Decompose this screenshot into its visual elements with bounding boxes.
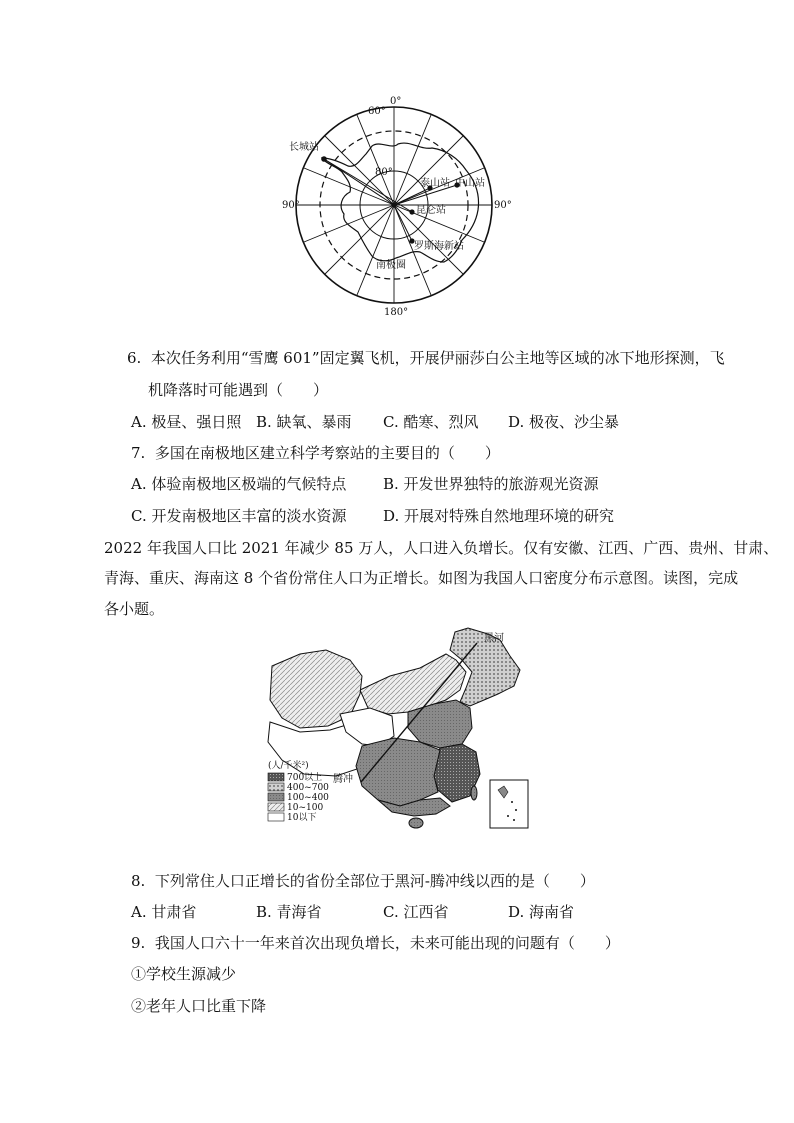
legend-label-400-700: 400~700 — [287, 783, 329, 793]
q7-option-d[interactable]: D. 开展对特殊自然地理环境的研究 — [383, 507, 615, 525]
legend-label-10-100: 10~100 — [287, 803, 324, 813]
q6-line1 — [127, 348, 725, 368]
q6-option-d[interactable]: D. 极夜、沙尘暴 — [508, 413, 620, 431]
south-pole-dot — [392, 203, 397, 208]
region-taiwan — [471, 786, 477, 800]
label-tengchong: 腾冲 — [333, 774, 353, 785]
q8-option-c[interactable]: C. 江西省 — [383, 903, 449, 921]
q9-stem: 我国人口六十一年来首次出现负增长，未来可能出现的问题有（ ） — [154, 934, 620, 952]
lon-label-right: 90° — [494, 200, 512, 211]
q6-stem-line1: 本次任务利用“雪鹰 601”固定翼飞机，开展伊丽莎白公主地等区域的冰下地形探测，飞 — [150, 349, 725, 367]
passage-line1: 2022 年我国人口比 2021 年减少 85 万人，人口进入负增长。仅有安徽、江西、广西、贵州、甘肃、 — [104, 539, 779, 557]
south-china-sea-inset — [490, 780, 528, 828]
station-label-luosihai: 罗斯海新站 — [414, 241, 464, 252]
q6-option-c[interactable]: C. 酷寒、烈风 — [383, 413, 479, 431]
q8-option-d[interactable]: D. 海南省 — [508, 903, 575, 921]
lat-label-outer: 60° — [368, 106, 386, 117]
lat-label-inner: 80° — [375, 167, 393, 178]
q6-option-a[interactable]: A. 极昼、强日照 — [131, 413, 242, 431]
q7-number: 7. — [131, 444, 146, 462]
station-dot-kunlun — [409, 209, 414, 214]
q8-line — [131, 871, 595, 891]
q7-stem: 多国在南极地区建立科学考察站的主要目的（ ） — [154, 444, 500, 462]
q7-option-b[interactable]: B. 开发世界独特的旅游观光资源 — [383, 475, 599, 493]
station-label-taishan: 泰山站 — [420, 178, 450, 189]
q7-option-a[interactable]: A. 体验南极地区极端的气候特点 — [131, 475, 347, 493]
legend-swatch-100-400 — [268, 793, 284, 801]
station-label-changcheng: 长城站 — [289, 142, 319, 153]
q7-option-c[interactable]: C. 开发南极地区丰富的淡水资源 — [131, 507, 347, 525]
q6-stem-line2: 机降落时可能遇到（ ） — [148, 381, 329, 399]
legend-swatch-10-below — [268, 813, 284, 821]
q8-stem: 下列常住人口正增长的省份全部位于黑河-腾冲线以西的是（ ） — [154, 872, 595, 890]
q8-number: 8. — [131, 872, 146, 890]
station-dot-changcheng — [321, 156, 327, 162]
legend-label-10-below: 10以下 — [287, 813, 317, 823]
legend-label-700-plus: 700以上 — [287, 773, 323, 783]
legend-label-100-400: 100~400 — [287, 793, 329, 803]
region-hainan — [409, 818, 423, 828]
antarctica-polar-map — [0, 0, 794, 320]
q6-number: 6. — [127, 349, 142, 367]
legend-unit: (人/千米²) — [268, 761, 309, 771]
lon-label-top: 0° — [390, 96, 402, 107]
legend-swatch-10-100 — [268, 803, 284, 811]
legend-swatch-400-700 — [268, 783, 284, 791]
passage-line2: 青海、重庆、海南这 8 个省份常住人口为正增长。如图为我国人口密度分布示意图。读图，完成 — [104, 569, 739, 587]
china-population-density-map — [0, 625, 794, 835]
q7-line — [131, 443, 500, 463]
station-label-kunlun: 昆仑站 — [416, 205, 446, 216]
q6-option-b[interactable]: B. 缺氧、暴雨 — [256, 413, 352, 431]
q8-option-a[interactable]: A. 甘肃省 — [131, 903, 197, 921]
q9-line — [131, 933, 620, 953]
label-heihe: 黑河 — [484, 633, 504, 644]
q9-item-2[interactable]: ②老年人口比重下降 — [131, 997, 267, 1015]
station-label-zhongshan: 中山站 — [455, 178, 485, 189]
q8-option-b[interactable]: B. 青海省 — [256, 903, 322, 921]
lon-label-left: 90° — [282, 200, 300, 211]
passage-line3: 各小题。 — [104, 600, 165, 618]
legend-swatch-700-plus — [268, 773, 284, 781]
antarctic-circle-label: 南极圈 — [376, 260, 406, 271]
lon-label-bottom: 180° — [384, 307, 409, 318]
q9-item-1[interactable]: ①学校生源减少 — [131, 965, 237, 983]
q9-number: 9. — [131, 934, 146, 952]
